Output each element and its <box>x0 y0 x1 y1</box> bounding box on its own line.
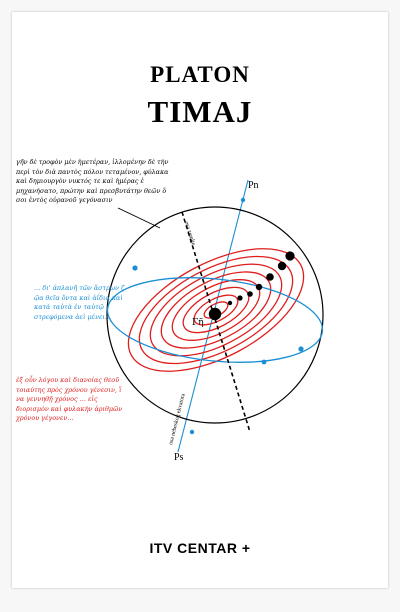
planets <box>228 251 295 305</box>
pole-north-label: Pn <box>248 180 259 191</box>
planet <box>228 301 232 305</box>
quote-line: σοι ἐντὸς οὐρανοῦ γεγόνασιν <box>16 196 113 205</box>
planet <box>237 295 242 300</box>
quote-line: καὶ δημιουργὸν νυκτός τε καὶ ἡμέρας ἐ <box>16 177 144 186</box>
equator-axis-label: osa nebeskog ekvatora <box>168 393 187 446</box>
equator-marker-left <box>132 265 137 270</box>
pole-north-marker <box>241 198 245 202</box>
quote-line: ἐξ οὖν λόγου καὶ διανοίας θεοῦ <box>16 376 119 384</box>
pole-south-label: Ps <box>174 452 184 463</box>
quote-red <box>16 376 156 424</box>
planet <box>278 262 286 270</box>
author-name: PLATON <box>150 62 250 87</box>
quote-line: ῷα θεῖα ὄντα καὶ ἀΐδια καὶ <box>34 293 123 302</box>
earth-dot <box>209 308 221 320</box>
quote-line: χρόνου γέγονεν… <box>16 414 74 423</box>
quote-line: διορισμὸν καὶ φυλακὴν ἀριθμῶν <box>16 404 123 413</box>
quote-line: περὶ τὸν διὰ παντὸς πόλον τεταμένον, φύλακα <box>16 167 169 176</box>
quote-pointer-black <box>118 208 160 228</box>
planet <box>266 273 274 281</box>
quote-blue <box>34 284 150 322</box>
equator-marker-right <box>298 346 303 351</box>
quote-line: να γεννηθῇ χρόνος … εἰς <box>16 395 98 404</box>
quote-black <box>16 158 184 206</box>
quote-line: τοιαύτης πρὸς χρόνου γένεσιν, ἵ <box>16 385 122 394</box>
quote-line: γῆν δὲ τροφὸν μὲν ἡμετέραν, ἰλλομένην δὲ τὴν <box>16 158 169 166</box>
book-title: TIMAJ <box>147 94 253 129</box>
planet <box>247 291 253 297</box>
quote-line: μηχανήσατο, πρώτην καὶ πρεσβυτάτην θεῶν ὅ <box>16 186 167 195</box>
earth-axis-label: osa zemlje <box>183 220 197 247</box>
quote-line: στρεφόμενα ἀεὶ μένει… <box>34 312 112 321</box>
publisher-name: ITV CENTAR + <box>149 540 251 556</box>
pole-south-marker <box>190 430 194 434</box>
quote-line: … δι' ἀπλανῆ τῶν ἄστρων ζ <box>34 284 125 292</box>
planet <box>256 284 262 290</box>
book-cover <box>12 12 388 588</box>
planet <box>285 251 294 260</box>
quote-line: κατὰ ταὐτὰ ἐν ταὐτῷ <box>34 303 104 312</box>
earth-label: Γῆ <box>192 318 204 328</box>
equator-marker-mid <box>262 360 267 365</box>
